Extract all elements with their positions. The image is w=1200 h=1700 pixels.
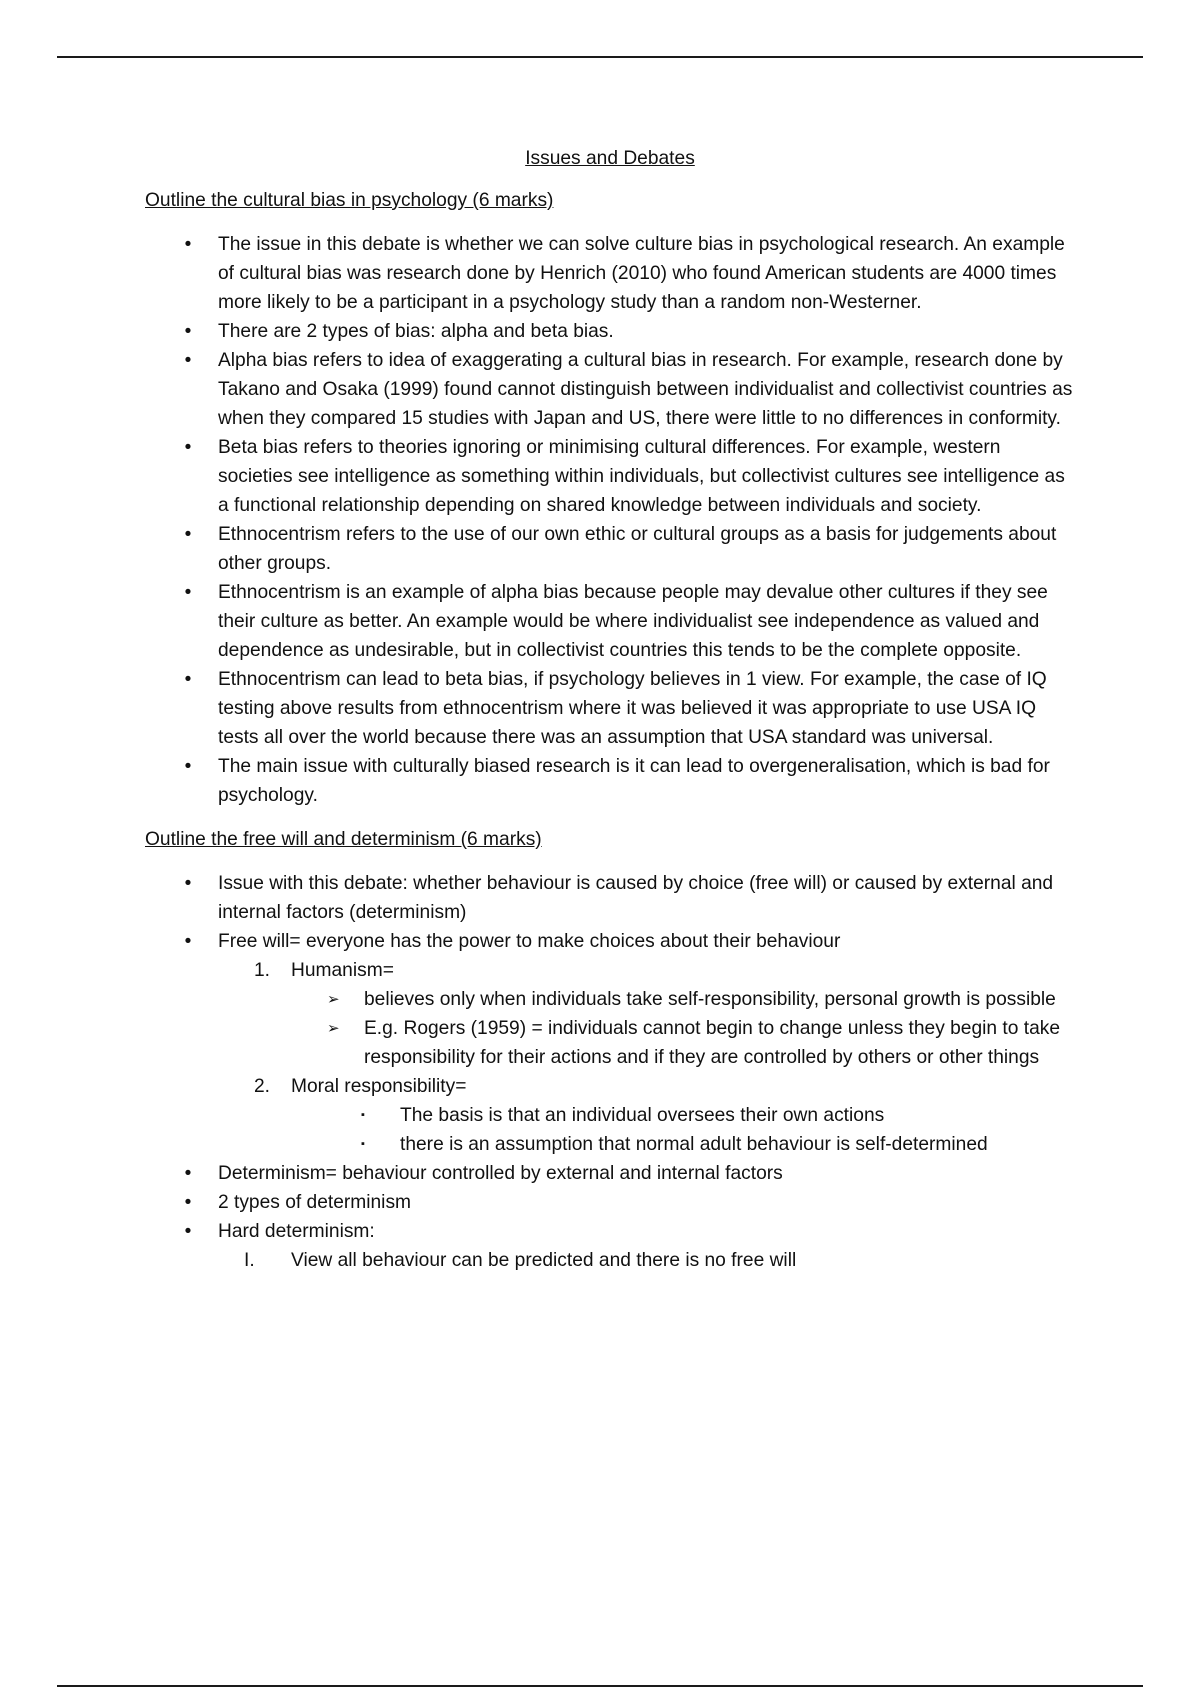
list-item <box>145 1188 1075 1217</box>
free-will-list <box>145 869 1075 1275</box>
list-item <box>145 317 1075 346</box>
list-item-moral-responsibility <box>218 1072 1075 1159</box>
list-item-text: The basis is that an individual oversees their own actions <box>400 1105 885 1126</box>
bullet-icon: • <box>184 524 192 545</box>
list-item-humanism <box>218 956 1075 1072</box>
list-item-text: Ethnocentrism can lead to beta bias, if psychology believes in 1 view. For example, the case of IQ testing above results from ethnocentrism where it was believed it was appropriate to use USA IQ tests all over the world because there was an assumption that USA standard was universal. <box>218 669 1047 748</box>
square-bullet-icon: ▪ <box>361 1138 365 1150</box>
bullet-icon: • <box>184 931 192 952</box>
bullet-icon: • <box>184 321 192 342</box>
list-item-text: The main issue with culturally biased research is it can lead to overgeneralisation, which is bad for psychology. <box>218 756 1050 806</box>
footer-rule <box>57 1685 1143 1687</box>
list-item-text: Determinism= behaviour controlled by external and internal factors <box>218 1163 783 1184</box>
list-item-text: Free will= everyone has the power to make choices about their behaviour <box>218 931 841 952</box>
bullet-icon: • <box>184 1163 192 1184</box>
list-item <box>145 230 1075 317</box>
list-item-text: The issue in this debate is whether we can solve culture bias in psychological research. An example of cultural bias was research done by Henrich (2010) who found American students are 4000 times more likely to be a participant in a psychology study than a random non-Westerner. <box>218 234 1065 313</box>
hard-determinism-list <box>218 1246 1075 1275</box>
bullet-icon: • <box>184 350 192 371</box>
bullet-icon: • <box>184 669 192 690</box>
arrow-bullet-icon: ➢ <box>327 991 340 1008</box>
list-item <box>145 1217 1075 1275</box>
list-item-text: Alpha bias refers to idea of exaggerating a cultural bias in research. For example, research done by Takano and Osaka (1999) found cannot distinguish between individualist and collectivist countries as when they compared 15 studies with Japan and US, there were little to no differences in conformity. <box>218 350 1073 429</box>
list-item-text: believes only when individuals take self-responsibility, personal growth is possible <box>364 989 1056 1010</box>
list-item-text: Beta bias refers to theories ignoring or minimising cultural differences. For example, western societies see intelligence as something within individuals, but collectivist cultures see intelligence as a functional relationship depending on shared knowledge between individuals and society. <box>218 437 1065 516</box>
list-item <box>291 1101 1075 1130</box>
list-item-text: Ethnocentrism is an example of alpha bias because people may devalue other cultures if they see their culture as better. An example would be where individualist see independence as valued and dependence as undesirable, but in collectivist countries this tends to be the complete opposite. <box>218 582 1048 661</box>
moral-responsibility-details <box>291 1101 1075 1159</box>
document-page <box>145 144 1075 1275</box>
section-free-will <box>145 825 1075 1275</box>
free-will-types-list <box>218 956 1075 1159</box>
list-item <box>291 1014 1075 1072</box>
cultural-bias-list <box>145 230 1075 810</box>
list-item <box>145 433 1075 520</box>
list-item-text: Moral responsibility= <box>291 1076 467 1097</box>
list-item <box>291 1130 1075 1159</box>
list-item <box>291 985 1075 1014</box>
bullet-icon: • <box>184 1221 192 1242</box>
section-heading-cultural-bias: Outline the cultural bias in psychology (6 marks) <box>145 190 554 211</box>
list-item-text: E.g. Rogers (1959) = individuals cannot begin to change unless they begin to take responsibility for their actions and if they are controlled by others or other things <box>364 1018 1061 1068</box>
list-item-text: 2 types of determinism <box>218 1192 412 1213</box>
list-item <box>145 1159 1075 1188</box>
list-item <box>145 520 1075 578</box>
list-item-text: There are 2 types of bias: alpha and beta bias. <box>218 321 614 342</box>
bullet-icon: • <box>184 1192 192 1213</box>
list-item-text: View all behaviour can be predicted and there is no free will <box>291 1250 797 1271</box>
list-item <box>218 1246 1075 1275</box>
bullet-icon: • <box>184 437 192 458</box>
bullet-icon: • <box>184 756 192 777</box>
list-item-text: Hard determinism: <box>218 1221 375 1242</box>
humanism-details <box>291 985 1075 1072</box>
arrow-bullet-icon: ➢ <box>327 1020 340 1037</box>
list-number: 1. <box>254 960 271 981</box>
header-rule <box>57 56 1143 58</box>
bullet-icon: • <box>184 873 192 894</box>
list-item <box>145 869 1075 927</box>
bullet-icon: • <box>184 582 192 603</box>
list-item <box>145 578 1075 665</box>
list-item-text: Ethnocentrism refers to the use of our own ethic or cultural groups as a basis for judgements about other groups. <box>218 524 1057 574</box>
list-item <box>145 927 1075 1159</box>
list-item-text: there is an assumption that normal adult behaviour is self-determined <box>400 1134 988 1155</box>
list-number: 2. <box>254 1076 271 1097</box>
document-title: Issues and Debates <box>525 148 695 169</box>
square-bullet-icon: ▪ <box>361 1109 365 1121</box>
list-item <box>145 665 1075 752</box>
list-numeral: I. <box>244 1250 255 1271</box>
list-item <box>145 752 1075 810</box>
list-item-text: Humanism= <box>291 960 394 981</box>
section-heading-free-will: Outline the free will and determinism (6 marks) <box>145 829 542 850</box>
list-item-text: Issue with this debate: whether behaviour is caused by choice (free will) or caused by external and internal factors (determinism) <box>218 873 1054 923</box>
list-item <box>145 346 1075 433</box>
bullet-icon: • <box>184 234 192 255</box>
section-cultural-bias <box>145 186 1075 810</box>
